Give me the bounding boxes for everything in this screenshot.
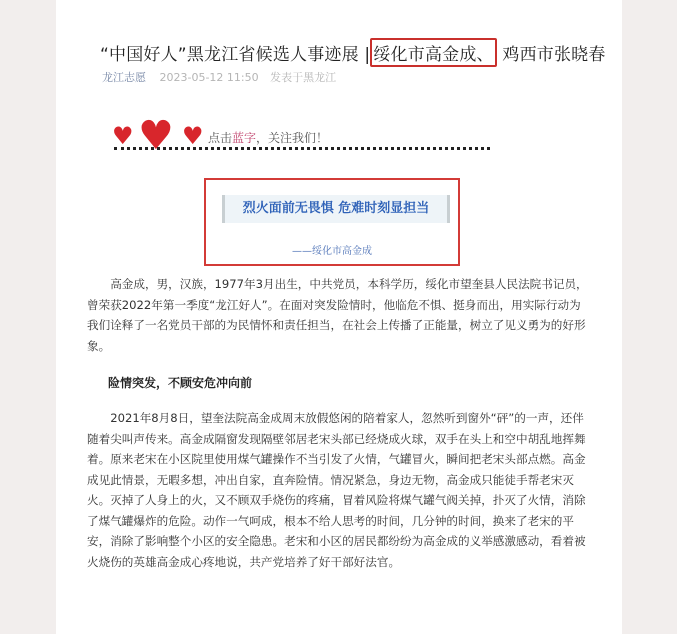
follow-text: 点击 [208, 131, 233, 145]
title-part: 鸡西市张晓春 [502, 45, 606, 65]
heart-icon: ♥ [182, 122, 204, 150]
text-line: 火烧伤的英雄高金成心疼地说，共产党培养了好干部好法官。 [87, 554, 401, 569]
paragraph-intro [87, 274, 607, 356]
text-line: 了煤气罐爆炸的危险。动作一气呵成，根本不给人思考的时间，几分钟的时间，换来了老宋的平 [87, 513, 574, 528]
follow-text: ，关注我们！ [256, 131, 329, 145]
article-title [100, 38, 606, 67]
follow-prompt [208, 129, 328, 146]
text-line: 火。灭掉了人身上的火，又不顾双手烧伤的疼痛，冒着风险将煤气罐气阀关掉，扑灭了火情，消除 [87, 493, 586, 507]
text-line: 高金成，男，汉族，1977年3月出生，中共党员，本科学历，绥化市望奎县人民法院书记员， [87, 277, 588, 291]
text-line: 2021年8月8日，望奎法院高金成周末放假悠闲的陪着家人，忽然听到窗外“砰”的一声，还伴 [87, 411, 584, 425]
quote-source: ——绥化市高金成 [292, 246, 372, 257]
article-card [56, 0, 622, 634]
author-link[interactable]: 龙江志愿 [102, 71, 146, 84]
publish-location: 发表于黑龙江 [270, 71, 337, 84]
text-line: 随着尖叫声传来。高金成隔窗发现隔壁邻居老宋头部已经烧成火球，双手在头上和空中胡乱地挥舞 [87, 431, 586, 446]
text-line: 安，消除了影响整个小区的安全隐患。老宋和小区的居民都纷纷为高金成的义举感激感动，看着被 [87, 534, 586, 548]
follow-link[interactable]: 蓝字 [232, 131, 257, 145]
heart-icon: ♥ [138, 113, 174, 159]
heart-icon: ♥ [112, 122, 134, 150]
title-highlight: 绥化市高金成、 [370, 38, 496, 67]
section-heading: 险情突发，不顾安危冲向前 [108, 376, 253, 390]
text-line: 象。 [87, 338, 111, 353]
title-part: “中国好人”黑龙江省候选人事迹展 | [100, 45, 371, 65]
text-line: 着。原来老宋在小区院里使用煤气罐操作不当引发了火情，气罐冒火，瞬间把老宋头部点燃。高金 [87, 452, 586, 466]
paragraph-story [87, 408, 607, 572]
article-meta [102, 69, 336, 85]
text-line: 我们诠释了一名党员干部的为民情怀和责任担当，在社会上传播了正能量，树立了见义勇为的好形 [87, 318, 586, 332]
text-line: 曾荣获2022年第一季度“龙江好人”。在面对突发险情时，他临危不惧、挺身而出，用实际行动为 [87, 297, 581, 312]
dotted-divider [114, 147, 490, 150]
publish-date: 2023-05-12 11:50 [159, 71, 259, 84]
text-line: 成见此情景，无暇多想，冲出自家，直奔险情。情况紧急，身边无物，高金成只能徒手帮老宋灭 [87, 472, 574, 487]
quote-text: 烈火面前无畏惧 危难时刻显担当 [222, 195, 450, 223]
quote-box [204, 178, 460, 266]
